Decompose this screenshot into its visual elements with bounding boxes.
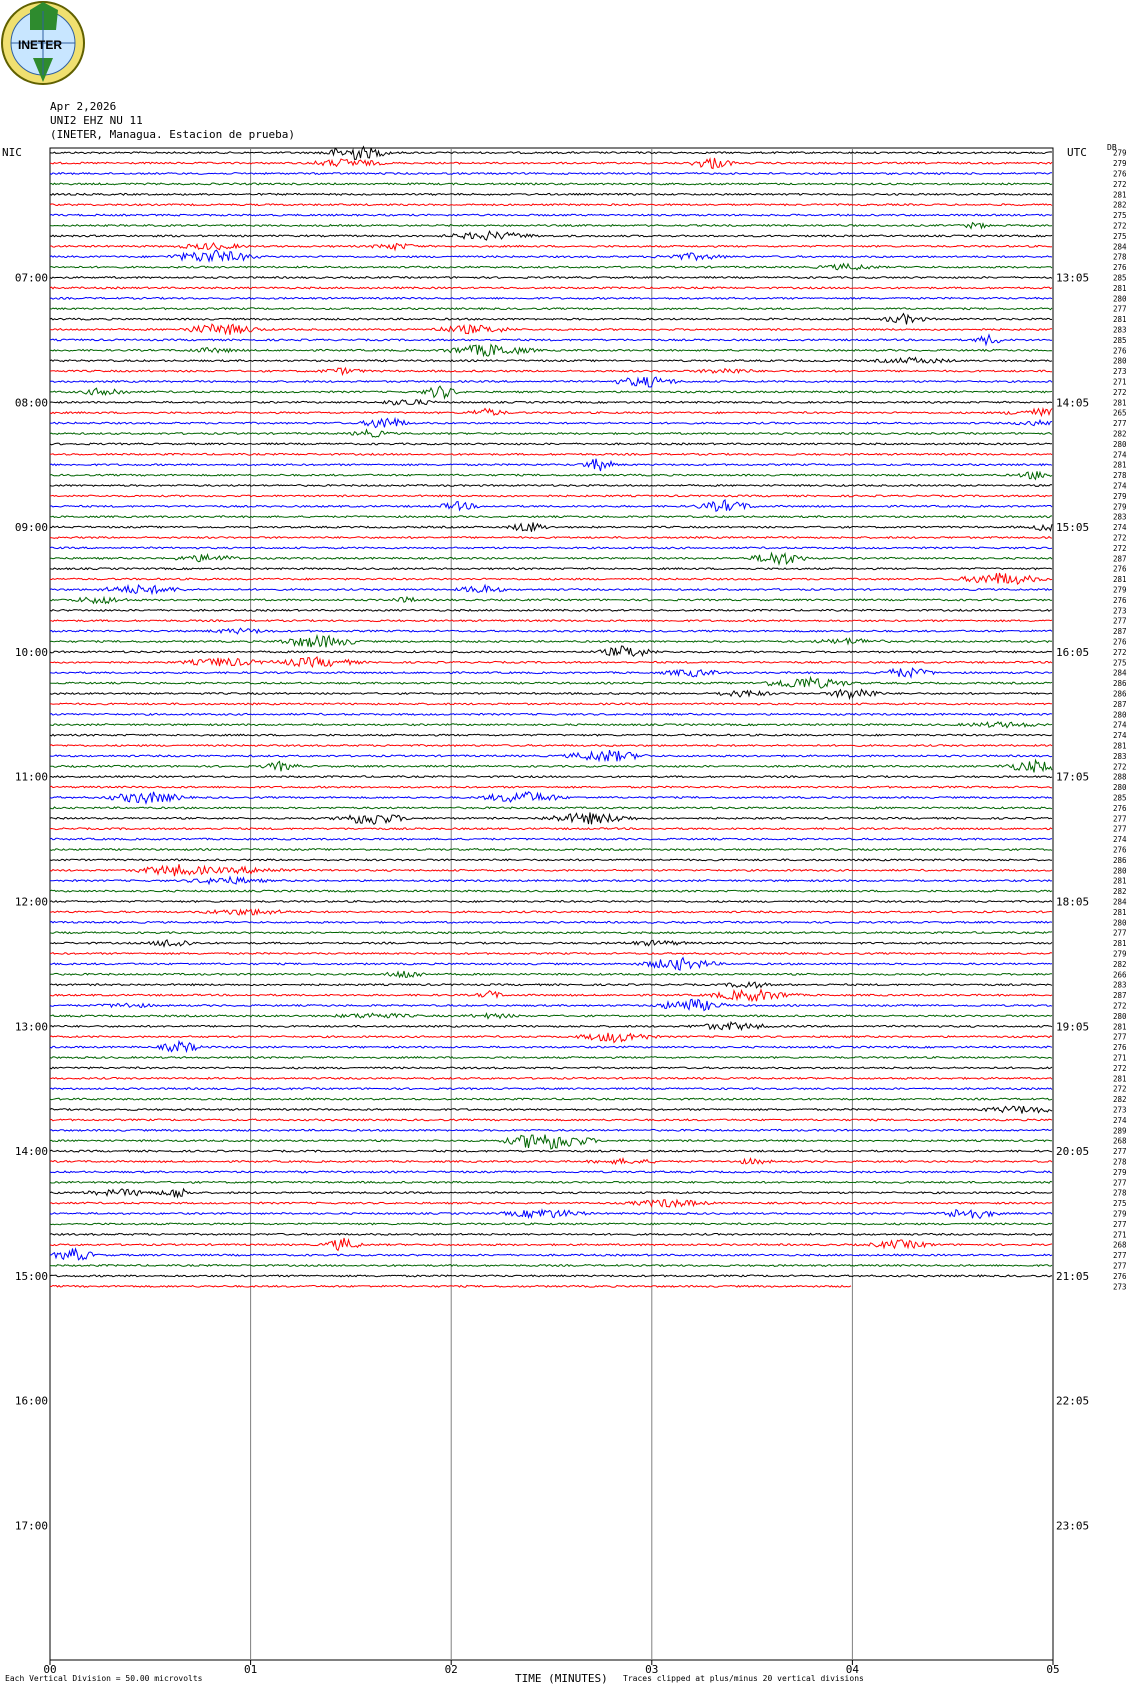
chart-date: Apr 2,2026 [50, 100, 117, 113]
db-value-label: 280 [1113, 439, 1127, 449]
seismic-trace [50, 982, 1052, 988]
db-value-label: 272 [1113, 221, 1127, 231]
seismic-trace [50, 940, 1052, 946]
db-value-label: 280 [1113, 866, 1127, 876]
plot-frame [50, 148, 1053, 1660]
right-timezone-label: UTC [1067, 146, 1087, 159]
seismic-trace [50, 1088, 1052, 1090]
db-value-label: 275 [1113, 231, 1127, 241]
db-value-label: 283 [1113, 980, 1127, 990]
seismic-trace [50, 516, 1052, 518]
seismic-trace [50, 335, 1052, 345]
seismic-trace [50, 183, 1052, 185]
seismic-trace [50, 812, 1052, 824]
db-value-label: 274 [1113, 731, 1127, 741]
db-value-label: 281 [1113, 1022, 1127, 1032]
db-value-label: 274 [1113, 523, 1127, 533]
db-value-label: 277 [1113, 1147, 1127, 1157]
seismic-trace [50, 1285, 851, 1287]
db-value-label: 287 [1113, 627, 1127, 637]
db-value-label: 287 [1113, 554, 1127, 564]
db-value-label: 265 [1113, 408, 1127, 418]
seismic-trace [50, 971, 1052, 977]
db-value-label: 282 [1113, 959, 1127, 969]
seismic-trace [50, 1233, 1052, 1235]
db-value-label: 285 [1113, 335, 1127, 345]
db-value-label: 273 [1113, 367, 1127, 377]
db-value-label: 289 [1113, 1126, 1127, 1136]
db-value-label: 277 [1113, 1219, 1127, 1229]
seismic-trace [50, 585, 1052, 593]
db-value-label: 284 [1113, 242, 1127, 252]
db-value-label: 272 [1113, 1063, 1127, 1073]
db-value-label: 266 [1113, 970, 1127, 980]
seismic-trace [50, 910, 1052, 916]
seismic-trace [50, 999, 1052, 1010]
left-hour-label: 13:00 [14, 1020, 48, 1034]
seismic-trace [50, 597, 1052, 603]
seismic-trace [50, 609, 1052, 611]
db-value-label: 276 [1113, 803, 1127, 813]
db-value-label: 278 [1113, 471, 1127, 481]
db-value-label: 276 [1113, 1271, 1127, 1281]
db-value-label: 281 [1113, 398, 1127, 408]
db-value-label: 268 [1113, 1240, 1127, 1250]
seismic-trace [50, 287, 1052, 289]
right-hour-label: 22:05 [1056, 1394, 1090, 1408]
db-value-label: 275 [1113, 211, 1127, 221]
seismic-trace [50, 500, 1052, 511]
seismic-trace [50, 657, 1052, 667]
seismic-trace [50, 859, 1052, 861]
db-value-label: 277 [1113, 616, 1127, 626]
db-value-label: 280 [1113, 710, 1127, 720]
seismic-trace [50, 1200, 1052, 1207]
db-value-label: 281 [1113, 190, 1127, 200]
db-value-label: 272 [1113, 647, 1127, 657]
seismic-trace [50, 921, 1052, 923]
seismic-trace [50, 1077, 1052, 1079]
seismic-trace [50, 264, 1052, 270]
seismic-trace [50, 1033, 1052, 1043]
left-hour-label: 16:00 [14, 1394, 48, 1408]
seismic-trace [50, 173, 1052, 175]
seismic-trace [50, 776, 1052, 778]
db-value-label: 273 [1113, 1282, 1127, 1292]
left-hour-label: 14:00 [14, 1145, 48, 1159]
db-value-label: 280 [1113, 918, 1127, 928]
db-value-label: 280 [1113, 356, 1127, 366]
seismic-trace [50, 345, 1052, 356]
seismic-trace [50, 250, 1052, 261]
db-value-label: 272 [1113, 762, 1127, 772]
db-value-label: 288 [1113, 772, 1127, 782]
x-axis-label: TIME (MINUTES) [515, 1672, 608, 1685]
seismic-trace [50, 877, 1052, 884]
db-value-label: 277 [1113, 928, 1127, 938]
db-value-label: 286 [1113, 855, 1127, 865]
seismic-trace [50, 214, 1052, 216]
seismic-trace [50, 553, 1052, 564]
db-value-label: 271 [1113, 377, 1127, 387]
db-value-label: 283 [1113, 325, 1127, 335]
seismic-trace [50, 453, 1052, 455]
db-value-label: 282 [1113, 1095, 1127, 1105]
db-value-label: 278 [1113, 1188, 1127, 1198]
seismic-trace [50, 471, 1052, 479]
seismic-trace [50, 1223, 1052, 1225]
seismic-trace [50, 204, 1052, 206]
left-hour-label: 12:00 [14, 895, 48, 909]
db-value-label: 281 [1113, 876, 1127, 886]
seismic-trace [50, 1265, 1052, 1267]
db-value-label: 283 [1113, 751, 1127, 761]
db-value-label: 274 [1113, 720, 1127, 730]
seismic-trace [50, 620, 1052, 622]
left-hour-label: 09:00 [14, 521, 48, 535]
station-location: (INETER, Managua. Estacion de prueba) [50, 128, 296, 141]
db-value-label: 282 [1113, 887, 1127, 897]
db-value-label: 281 [1113, 907, 1127, 917]
seismic-trace [50, 1249, 1052, 1260]
db-value-label: 281 [1113, 939, 1127, 949]
db-value-label: 277 [1113, 824, 1127, 834]
seismic-trace [50, 628, 1052, 634]
seismic-trace [50, 828, 1052, 830]
db-value-label: 280 [1113, 1011, 1127, 1021]
seismic-trace [50, 1189, 1052, 1197]
db-value-label: 282 [1113, 429, 1127, 439]
db-value-label: 279 [1113, 159, 1127, 169]
db-value-label: 274 [1113, 450, 1127, 460]
db-value-label: 276 [1113, 595, 1127, 605]
seismic-trace [50, 864, 1052, 876]
seismic-trace [50, 1171, 1052, 1173]
db-value-label: 287 [1113, 991, 1127, 1001]
db-value-label: 277 [1113, 1261, 1127, 1271]
seismic-trace [50, 522, 1052, 531]
seismic-trace [50, 377, 1052, 387]
db-value-label: 276 [1113, 263, 1127, 273]
x-tick-label: 01 [243, 1663, 258, 1676]
db-value-label: 284 [1113, 668, 1127, 678]
db-value-label: 272 [1113, 387, 1127, 397]
seismic-trace [50, 231, 1052, 240]
db-value-label: 276 [1113, 845, 1127, 855]
db-value-label: 285 [1113, 793, 1127, 803]
seismic-trace [50, 668, 1052, 677]
db-value-label: 281 [1113, 741, 1127, 751]
seismic-trace [50, 646, 1052, 656]
seismic-trace [50, 1159, 1052, 1164]
seismic-trace [50, 1210, 1052, 1219]
db-value-label: 268 [1113, 1136, 1127, 1146]
db-value-label: 281 [1113, 460, 1127, 470]
left-hour-label: 17:00 [14, 1519, 48, 1533]
db-value-label: 274 [1113, 835, 1127, 845]
seismic-trace [50, 713, 1052, 715]
seismic-trace [50, 443, 1052, 445]
seismic-trace [50, 958, 1052, 970]
db-value-label: 274 [1113, 1115, 1127, 1125]
left-hour-label: 15:00 [14, 1269, 48, 1283]
db-value-label: 281 [1113, 315, 1127, 325]
db-value-label: 276 [1113, 637, 1127, 647]
seismic-trace [50, 547, 1052, 549]
seismic-trace [50, 386, 1052, 398]
seismic-trace [50, 193, 1052, 195]
x-tick-label: 04 [845, 1663, 860, 1676]
seismic-trace [50, 568, 1052, 570]
seismic-trace [50, 147, 1052, 160]
seismic-trace [50, 703, 1052, 705]
right-hour-label: 20:05 [1056, 1145, 1090, 1159]
seismic-trace [50, 314, 1052, 325]
seismic-trace [50, 1057, 1052, 1059]
right-hour-label: 21:05 [1056, 1269, 1090, 1283]
x-tick-label: 05 [1046, 1663, 1060, 1676]
db-value-label: 276 [1113, 564, 1127, 574]
db-value-label: 280 [1113, 294, 1127, 304]
seismic-trace [50, 308, 1052, 310]
seismic-trace [50, 1106, 1052, 1113]
seismic-trace [50, 890, 1052, 892]
right-hour-label: 19:05 [1056, 1020, 1090, 1034]
seismic-trace [50, 1238, 1052, 1250]
db-value-label: 287 [1113, 699, 1127, 709]
seismic-trace [50, 419, 1052, 428]
seismic-trace [50, 368, 1052, 374]
db-value-label: 272 [1113, 533, 1127, 543]
right-hour-label: 18:05 [1056, 895, 1090, 909]
left-timezone-label: NIC [2, 146, 22, 159]
seismic-trace [50, 324, 1052, 335]
seismic-trace [50, 838, 1052, 840]
db-column-header: DB [1107, 143, 1117, 152]
seismic-trace [50, 734, 1052, 736]
db-value-label: 277 [1113, 1032, 1127, 1042]
right-hour-label: 13:05 [1056, 271, 1090, 285]
seismic-trace [50, 807, 1052, 809]
db-value-label: 273 [1113, 606, 1127, 616]
db-value-label: 283 [1113, 512, 1127, 522]
db-value-label: 281 [1113, 575, 1127, 585]
db-value-label: 279 [1113, 585, 1127, 595]
seismic-trace [50, 573, 1052, 584]
seismic-trace [50, 243, 1052, 250]
db-value-label: 277 [1113, 1251, 1127, 1261]
seismic-trace [50, 636, 1052, 648]
db-value-label: 277 [1113, 304, 1127, 314]
seismic-trace [50, 1022, 1052, 1029]
seismic-trace [50, 495, 1052, 497]
db-value-label: 274 [1113, 481, 1127, 491]
seismic-trace [50, 745, 1052, 747]
x-tick-label: 00 [43, 1663, 57, 1676]
logo-text: INETER [17, 38, 62, 52]
seismic-trace [50, 277, 1052, 279]
db-value-label: 272 [1113, 179, 1127, 189]
vertical-division-note: Each Vertical Division = 50.00 microvolts [5, 1674, 203, 1683]
seismic-trace [50, 1013, 1052, 1018]
seismic-trace [50, 158, 1052, 169]
seismic-trace [50, 792, 1052, 803]
right-hour-label: 16:05 [1056, 645, 1090, 659]
right-hour-label: 23:05 [1056, 1519, 1090, 1533]
seismic-trace [50, 1119, 1052, 1121]
db-value-label: 277 [1113, 814, 1127, 824]
seismic-trace [50, 1275, 1052, 1277]
seismic-trace [50, 537, 1052, 539]
seismic-trace [50, 1067, 1052, 1069]
db-value-label: 271 [1113, 1230, 1127, 1240]
seismic-trace [50, 409, 1052, 416]
db-value-label: 276 [1113, 1043, 1127, 1053]
seismic-trace [50, 297, 1052, 299]
seismic-trace [50, 223, 1052, 229]
seismic-trace [50, 786, 1052, 788]
db-value-label: 275 [1113, 1199, 1127, 1209]
left-hour-label: 07:00 [14, 271, 48, 285]
db-value-label: 279 [1113, 502, 1127, 512]
db-value-label: 279 [1113, 1209, 1127, 1219]
left-hour-label: 11:00 [14, 770, 48, 784]
db-value-label: 272 [1113, 1001, 1127, 1011]
db-value-label: 275 [1113, 658, 1127, 668]
right-hour-label: 17:05 [1056, 770, 1090, 784]
right-hour-label: 14:05 [1056, 396, 1090, 410]
seismic-trace [50, 690, 1052, 699]
seismic-trace [50, 1042, 1052, 1052]
db-value-label: 272 [1113, 1084, 1127, 1094]
db-value-label: 278 [1113, 1157, 1127, 1167]
seismic-trace [50, 750, 1052, 761]
seismic-trace [50, 932, 1052, 934]
left-hour-label: 10:00 [14, 645, 48, 659]
seismic-trace [50, 459, 1052, 471]
db-value-label: 280 [1113, 783, 1127, 793]
seismic-trace [50, 485, 1052, 487]
seismic-trace [50, 1129, 1052, 1131]
db-value-label: 279 [1113, 1167, 1127, 1177]
seismic-trace [50, 901, 1052, 903]
right-hour-label: 15:05 [1056, 521, 1090, 535]
db-value-label: 277 [1113, 419, 1127, 429]
db-value-label: 279 [1113, 148, 1127, 158]
seismic-trace [50, 990, 1052, 1001]
db-value-label: 277 [1113, 1178, 1127, 1188]
db-value-label: 282 [1113, 200, 1127, 210]
db-value-label: 285 [1113, 273, 1127, 283]
seismic-trace [50, 400, 1052, 405]
db-value-label: 279 [1113, 491, 1127, 501]
db-value-label: 276 [1113, 346, 1127, 356]
db-value-label: 279 [1113, 949, 1127, 959]
seismic-trace [50, 1098, 1052, 1100]
seismic-trace [50, 722, 1052, 728]
seismic-trace [50, 678, 1052, 689]
seismic-trace [50, 430, 1052, 437]
left-hour-label: 08:00 [14, 396, 48, 410]
db-value-label: 273 [1113, 1105, 1127, 1115]
seismic-trace [50, 849, 1052, 851]
db-value-label: 272 [1113, 543, 1127, 553]
seismic-trace [50, 357, 1052, 363]
seismic-trace [50, 1150, 1052, 1152]
seismic-trace [50, 1181, 1052, 1183]
db-value-label: 271 [1113, 1053, 1127, 1063]
db-value-label: 281 [1113, 283, 1127, 293]
db-value-label: 284 [1113, 897, 1127, 907]
seismic-trace [50, 1135, 1052, 1149]
station-id: UNI2 EHZ NU 11 [50, 114, 143, 127]
clip-note: Traces clipped at plus/minus 20 vertical divisions [623, 1674, 864, 1683]
seismic-trace [50, 953, 1052, 955]
x-tick-label: 02 [444, 1663, 458, 1676]
db-value-label: 286 [1113, 689, 1127, 699]
db-value-label: 286 [1113, 679, 1127, 689]
db-value-label: 278 [1113, 252, 1127, 262]
x-tick-label: 03 [645, 1663, 659, 1676]
seismic-trace [50, 760, 1052, 772]
db-value-label: 276 [1113, 169, 1127, 179]
db-value-label: 281 [1113, 1074, 1127, 1084]
